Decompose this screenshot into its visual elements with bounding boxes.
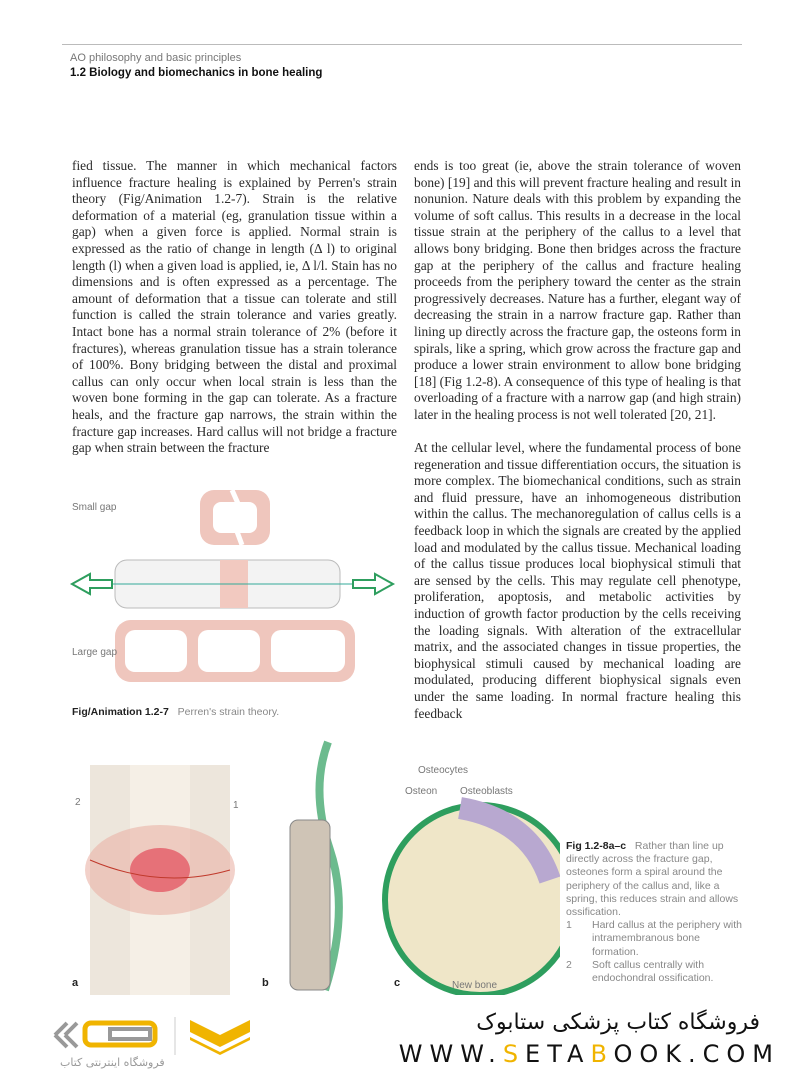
osteocytes-label: Osteocytes: [418, 765, 469, 776]
paragraph: ends is too great (ie, above the strain tolerance of woven bone) [19] and this will prevent fracture healing and result in nonunion. Nature deals with this problem by expanding the volume of soft callus. This results in a decrease in the local tissue strain at the periphery of the callus to a level that allows bony bridging. Bone then bridges across the fracture gap at the periphery of the callus and fracture healing proceeds from the periphery toward the center as the strain progressively decreases. Nature has a further, elegant way of decreasing the strain in a narrow fracture gap. Rather than lining up directly across the fracture gap, the osteons form in spirals, like a spring, which grow across the fracture gap and produce a lower strain environment to allow bone bridging [18] (Fig 1.2-8). A consequence of this type of healing is that overloading of a fracture with a narrow gap (and high strain) later in the healing process is not well tolerated [20, 21].: [414, 158, 741, 422]
osteon-label: Osteon: [405, 786, 438, 797]
header-rule: [62, 44, 742, 45]
running-header-section: 1.2 Biology and biomechanics in bone healing: [70, 67, 323, 79]
paragraph: fied tissue. The manner in which mechanical factors influence fracture healing is explained by Perren's strain theory (Fig/Animation 1.2-7). Strain is the relative deformation of a material (eg, granulation tissue within a gap) when a given force is applied. Normal strain is expressed as the ratio of change in length (Δ l) to original length (l) when a given load is applied, ie, Δ l/l. Stain has no dimensions and is often expressed as a percentage. The amount of deformation that a tissue can tolerate and still function is called the strain tolerance and varies greatly. Intact bone has a normal strain tolerance of 2% (before it fractures), whereas granulation tissue has a strain tolerance of 100%. Bony bridging between the distal and proximal callus can only occur when local strain is less than the woven bone forming in the gap can tolerate. As a fracture heals, and the fracture gap narrows, the strain within the fracture gap increases. Hard callus will not bridge a fracture gap when strain between the fracture: [72, 158, 397, 456]
large-gap-label: Large gap: [72, 647, 118, 658]
osteon-spiral-figure: [60, 730, 560, 995]
panel-b-label: b: [262, 977, 269, 989]
arrow-right-icon: [353, 574, 393, 594]
setabook-logo: [50, 1015, 260, 1055]
new-bone-label: New bone: [452, 980, 498, 991]
panel-c-label: c: [394, 977, 401, 989]
label-1: 1: [233, 800, 239, 811]
logo-subtitle: فروشگاه اینترنتی کتاب: [60, 1056, 165, 1069]
fig-1-2-7-caption: Fig/Animation 1.2-7 Perren's strain theory.: [72, 706, 280, 718]
fig-1-2-8-caption: Fig 1.2-8a–c Rather than line up directly across the fracture gap, osteones form a spiral around the periphery of the callus and, like a spring, this reduces strain and allows ossification. 1 Hard callus at the periphery with intramembranous bone formation. 2 Soft callus centrally with endochondral ossification.: [566, 840, 746, 985]
osteoblasts-label: Osteoblasts: [460, 786, 513, 797]
store-name: فروشگاه کتاب پزشکی ستابوک: [476, 1010, 760, 1035]
caption-item: 1 Hard callus at the periphery with intramembranous bone formation.: [566, 919, 742, 958]
arrow-left-icon: [72, 574, 112, 594]
store-footer: [0, 995, 810, 1080]
caption-item: 2 Soft callus centrally with endochondral ossification.: [566, 958, 714, 985]
panel-a-label: a: [72, 977, 79, 989]
store-url[interactable]: WWW.SETABOOK.COM: [398, 1040, 780, 1068]
running-header-chapter: AO philosophy and basic principles: [70, 52, 242, 64]
paragraph: At the cellular level, where the fundamental process of bone regeneration and tissue differentiation occurs, the situation is more complex. The biomechanical conditions, such as strain and fluid pressure, have an inhomogeneous distribution within the callus. The mechanoregulation of callus cells is a feedback loop in which the signals are created by the applied load and modulated by the callus tissue. Mechanical loading of the callus tissue produces local biophysical stimuli that are sensed by the cells. This may regulate cell phenotype, proliferation, apoptosis, and metabolic activities by induction of growth factor production by the cells receiving the loading signals. With alteration of the extracellular matrix, and the associated changes in tissue properties, the biophysical stimuli caused by mechanical loading are modulated, producing different biophysical signals even under the same loading. In normal fracture healing this feedback: [414, 440, 741, 721]
left-column: [72, 158, 397, 473]
label-2: 2: [75, 797, 81, 808]
right-column: [414, 158, 741, 739]
strain-theory-figure: [60, 480, 405, 700]
small-gap-label: Small gap: [72, 502, 117, 513]
